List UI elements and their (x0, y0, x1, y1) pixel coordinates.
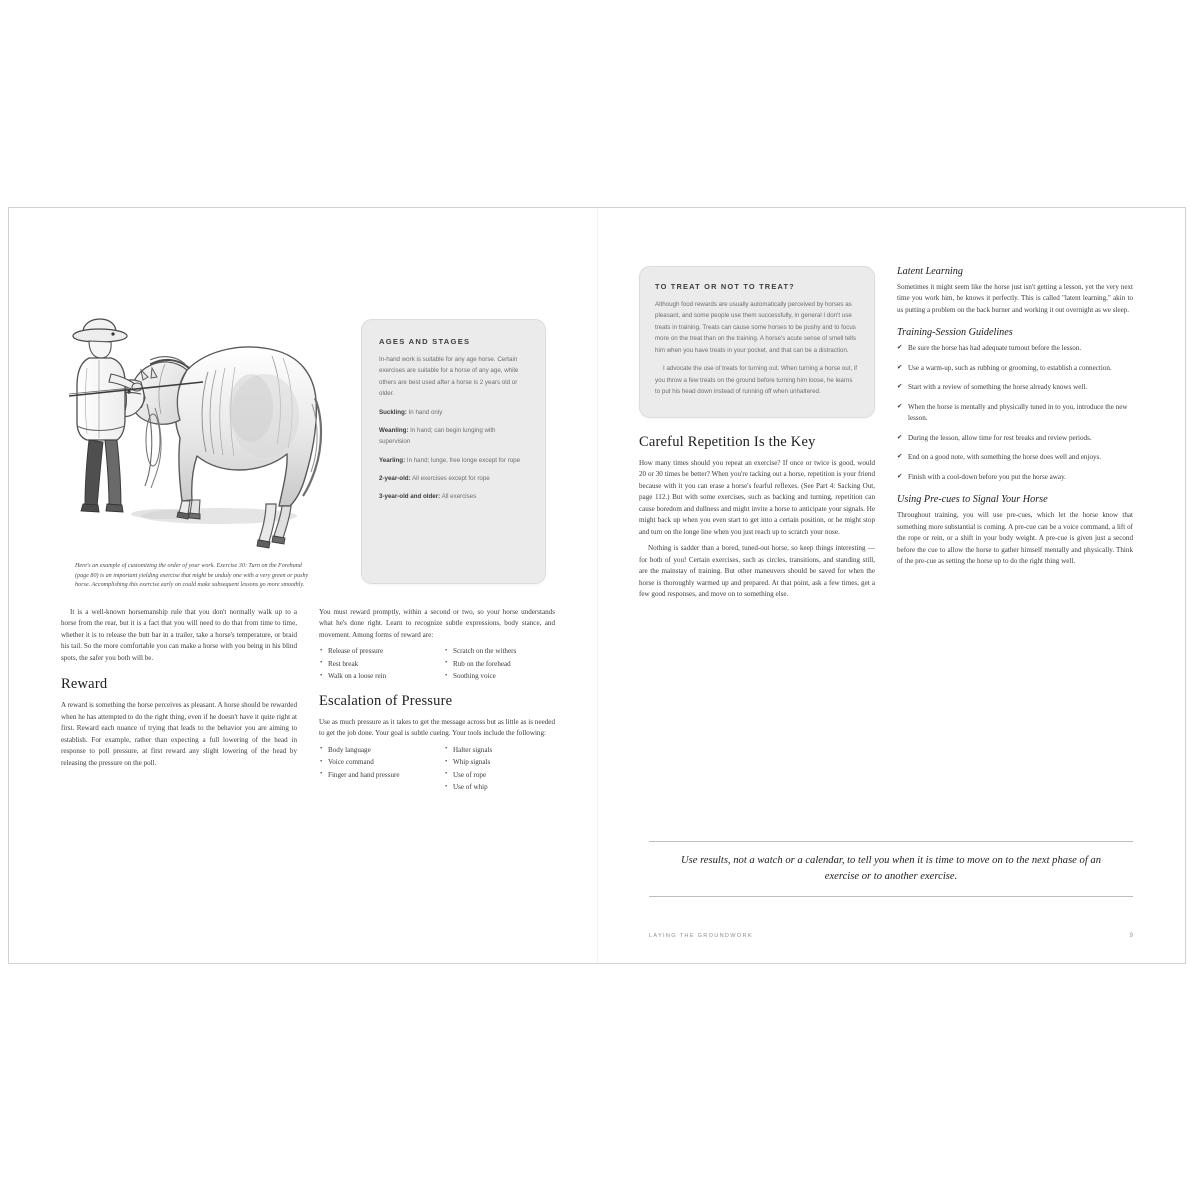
training-guidelines-list (897, 343, 1133, 483)
running-foot (649, 932, 1133, 939)
list-item: • Use of whip (444, 782, 555, 793)
list-item: • Finger and hand pressure (319, 770, 430, 781)
book-spread (8, 207, 1186, 964)
sidebar-stage-item (379, 425, 528, 447)
reward-bullets-left (319, 646, 430, 683)
precues-paragraph: Throughout training, you will use pre-cues, which let the horse know that something more substantial is coming. A pre-cue can be a voice command, a lift of the rope or rein, or a shift in your body weight. A pre-cue is given just a second before the cue to allow the horse to gather himself mentally and physically. Think of the pre-cue as setting the horse up to do the right thing well. (897, 511, 1133, 566)
right-page (597, 208, 1185, 963)
list-item: ✔ Be sure the horse has had adequate turnout before the lesson. (897, 343, 1133, 354)
right-page-columns (639, 266, 1133, 866)
reward-heading: Reward (61, 676, 108, 693)
stage-detail: All exercises except for rope (410, 474, 490, 482)
latent-learning-heading: Latent Learning (897, 266, 963, 277)
left-page (9, 208, 597, 963)
intro-paragraph: It is a well-known horsemanship rule that you don't normally walk up to a horse from the rear, but it is a fact that you will need to do that from time to time, whether it is to release the butt bar in a trailer, take a horse's temperature, or braid his tail. So the more comfortable you can make a horse with you being in his blind spots, the safer you both will be. (61, 608, 297, 662)
tip-box-title: TO TREAT OR NOT TO TREAT? (655, 282, 795, 291)
list-item: • Scratch on the withers (444, 646, 555, 657)
list-item: • Halter signals (444, 745, 555, 756)
reward-bullets-right (444, 646, 555, 683)
list-item: • Whip signals (444, 757, 555, 768)
list-item: • Body language (319, 745, 430, 756)
list-item: • Soothing voice (444, 671, 555, 682)
repetition-paragraph: How many times should you repeat an exercise? If once or twice is good, would 20 or 30 times be better? When you're tacking out a horse, repetition is your friend because with it you can erase a horse's fearful reflexes. (See Part 4: Sacking Out, page 112.) But with some exercises, such as backing and turning, repetition can cause boredom and dullness and might invite a horse to anticipate your signals. He might back up when you even start to get into a certain position, or he might stop and turn on the longe line when you just reach up to scratch your nose. (639, 458, 875, 536)
escalation-paragraph: Use as much pressure as it takes to get the message across but as little as is needed to get the job done. Your goal is subtle cueing. Your tools include the following: (319, 717, 555, 738)
sidebar-stage-item (379, 407, 528, 418)
escalation-bullets-left (319, 745, 430, 795)
left-column-one (61, 607, 297, 801)
stage-term: 2-year-old: (379, 474, 411, 482)
left-column-two (319, 607, 555, 801)
stage-detail: In hand; lunge, free longe except for rope (405, 456, 521, 464)
sidebar-stage-item (379, 491, 528, 502)
stage-term: Weanling: (379, 427, 409, 435)
sidebar-title: AGES AND STAGES (379, 337, 471, 346)
list-item: ✔ When the horse is mentally and physically tuned in to you, introduce the new lesson. (897, 402, 1133, 425)
list-item: • Rub on the forehead (444, 659, 555, 670)
right-column-one (639, 266, 875, 866)
pull-quote-text: Use results, not a watch or a calendar, to tell you when it is time to move on to the next phase of an exercise or to another exercise. (680, 854, 1102, 882)
stage-term: Yearling: (379, 456, 406, 464)
stage-detail: All exercises (440, 492, 477, 500)
pull-quote (649, 841, 1133, 897)
guidelines-heading: Training-Session Guidelines (897, 327, 1013, 339)
escalation-bullet-group (319, 745, 555, 795)
list-item: ✔ Start with a review of something the horse already knows well. (897, 382, 1133, 393)
precues-heading: Using Pre-cues to Signal Your Horse (897, 494, 1048, 506)
latent-learning-paragraph: Sometimes it might seem like the horse just isn't getting a lesson, yet the very next time you work him, he knows it perfectly. This is called "latent learning," akin to us putting a problem on the back burner and working it out overnight as we sleep. (897, 283, 1133, 314)
list-item: • Walk on a loose rein (319, 671, 430, 682)
stage-detail: In hand; can begin lunging with supervision (379, 427, 496, 446)
treat-tip-box (639, 266, 875, 418)
footer-chapter-title: LAYING THE GROUNDWORK (649, 933, 753, 939)
sidebar-intro: In-hand work is suitable for any age horse. Certain exercises are suitable for a horse of any age, while others are best used after a horse is 2 years old or older. (379, 356, 519, 397)
escalation-bullets-right (444, 745, 555, 795)
sidebar-stage-item (379, 455, 528, 466)
reward-bullet-group (319, 646, 555, 683)
repetition-paragraph: Nothing is sadder than a bored, tuned-out horse, so keep things interesting — for both of you! Certain exercises, such as circles, transitions, and standing still, are the mainstay of training. But other maneuvers should be saved for when the horse is thoroughly warmed up and prepared. At that point, ask a few times, get a few good responses, and move on to something else. (639, 544, 875, 599)
list-item: • Release of pressure (319, 646, 430, 657)
stage-term: 3-year-old and older: (379, 492, 441, 500)
handler-and-horse-sketch-icon (69, 308, 327, 553)
list-item: ✔ Finish with a cool-down before you put the horse away. (897, 472, 1133, 483)
stage-term: Suckling: (379, 409, 407, 417)
page-number: 9 (1129, 932, 1133, 939)
list-item: • Voice command (319, 757, 430, 768)
ages-and-stages-sidebar (361, 319, 546, 584)
list-item: • Use of rope (444, 770, 555, 781)
tip-box-paragraph: Although food rewards are usually automatically perceived by horses as pleasant, and some people use them successfully, in general I don't use treats in training. Treats can cause some horses to be pushy and to focus more on the treat than on the training. A horse's acute sense of smell tells him when you have treats in your pocket, and that can be a distraction. (655, 301, 857, 354)
escalation-heading: Escalation of Pressure (319, 692, 453, 709)
tip-box-paragraph: I advocate the use of treats for turning out. When turning a horse out, if you throw a few treats on the ground before turning him loose, he learns to put his head down instead of running off when unhaltered. (655, 365, 857, 396)
reward-paragraph: A reward is something the horse perceives as pleasant. A horse should be rewarded when he has attempted to do the right thing, even if he doesn't have it quite right at first. Reward each nuance of trying that leads to the behavior you are aiming to establish. For example, rather than expecting a full lowering of the head in response to poll pressure, at first reward any slight lowering of the head by releasing the pressure on the poll. (61, 701, 297, 767)
sidebar-stage-item (379, 473, 528, 484)
illustration-caption: Here's an example of customizing the order of your work. Exercise 30: Turn on the Forehand (page 80) is an important yielding exercise that might be unduly one with a very green or pushy horse. Accomplishing this exercise early on could make subsequent lessons go more smoothly. (75, 563, 309, 589)
list-item: ✔ During the lesson, allow time for rest breaks and review periods. (897, 433, 1133, 444)
right-column-two (897, 266, 1133, 866)
list-item: • Rest break (319, 659, 430, 670)
repetition-heading: Careful Repetition Is the Key (639, 433, 816, 450)
stage-detail: In hand only (406, 409, 443, 417)
list-item: ✔ End on a good note, with something the horse does well and enjoys. (897, 452, 1133, 463)
illustration-block (69, 308, 339, 591)
list-item: ✔ Use a warm-up, such as rubbing or grooming, to establish a connection. (897, 363, 1133, 374)
reward-timing-paragraph: You must reward promptly, within a second or two, so your horse understands what he's done right. Learn to recognize subtle expressions, body stance, and movement. Among forms of reward are: (319, 608, 555, 639)
left-page-top-region (61, 266, 555, 601)
left-page-columns (61, 607, 555, 801)
